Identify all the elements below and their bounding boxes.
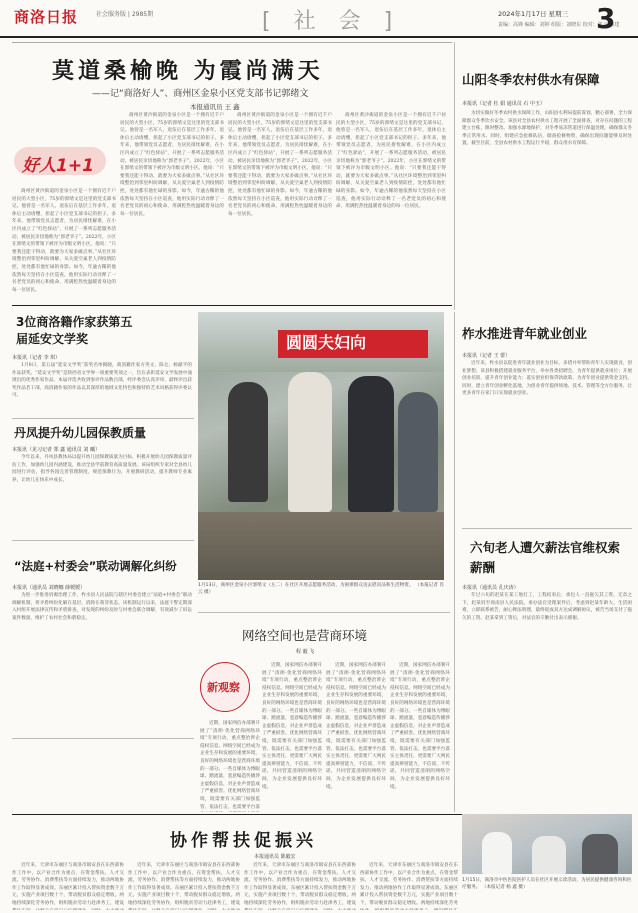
masthead — [0, 0, 638, 38]
wage-arrears-headline: 六旬老人遭欠薪法官维权索薪酬 — [470, 540, 621, 575]
water-supply-text: 为切实做好冬季农村供水保障工作，山阳县水利局提前谋划、精心部署，全力保障群众冬季饮水安全。该县对全县农村供水工程开展了全面排查，对存在问题的工程建立台账，限时整改。加强水源地保护，对冬季易冻管道进行保温处理，确保群众冬季正常用水。同时，组建应急抢修队伍，储备抢修物资，确保出现问题能够及时处置。截至目前，全县农村供水工程运行平稳，群众用水有保障。 — [462, 111, 632, 147]
new-observation-badge — [200, 662, 250, 712]
badge-text: 新观察 — [207, 681, 240, 694]
feature-body-col4 — [336, 112, 446, 302]
feature-body-text: 商州区黄沙街道的金泉小区是一个拥有近千户居民的大型小区，75岁的郭绪文是这里的党支部书记。他曾是一名军人，退伍后在基层工作多年，退休后主动请缨，担起了小区党支部书记的担子。多年来，他带领党员志愿者，为居民排忧解难，在小区内成立了“红色驿站”，开展了一系列志愿服务活动，被居民亲切地称为“郭老爷子”。2022年，小区在郭绪文的带领下被评为市级文明小区。他说：“只要我还能干得动，就要为大家多做点事。”从社区环境整治到邻里纠纷调解，从关爱空巢老人到疫情防控，处处都有他忙碌的身影。如今，年逾古稀的他依然每天坚持在小区巡查，他用实际行动诠释了一名老党员的初心和使命，用满腔热忱温暖着身边的每一位居民。 — [120, 113, 224, 217]
writers-award-byline: 本报讯（记者 李 琪） — [12, 355, 61, 361]
person-figure — [398, 392, 438, 512]
photo-ground — [198, 512, 444, 580]
divider — [12, 738, 194, 812]
main-photo — [198, 312, 444, 580]
good-people-logo-text: 好人1+1 — [22, 156, 94, 176]
youth-employment-body — [462, 360, 632, 488]
good-people-logo — [14, 143, 114, 181]
collaboration-headline: 协作帮扶促振兴 — [170, 831, 317, 851]
person-figure — [582, 834, 618, 874]
feature-byline: 本报通讯员 王 鑫 — [190, 103, 240, 111]
collaboration-text: 近年来，天津市东丽区与商洛市镇安县在东西部协作工作中，以产业合作为重点，在资金帮扶、人才交流、劳务协作、消费帮扶等方面持续发力，推动两地协作工作取得显著成效。东丽区累计投入帮扶资金数千万元，实施产业项目数十个，带动脱贫群众稳定增收。两地持续深化劳务 — [360, 863, 458, 906]
court-mediation-body — [12, 592, 192, 736]
caption-text: 1月15日，商洛市中医医院医护人员在社区开展义诊活动，为居民提供健康咨询和医疗服务。 — [462, 878, 632, 890]
section-title: [ 社 会 ] — [262, 9, 401, 34]
photo-credit: （本报记者 肖 云 摄） — [198, 583, 444, 595]
water-supply-body — [462, 110, 632, 222]
column-divider — [454, 312, 455, 812]
feature-body-text: 商州区黄沙街道的金泉小区是一个拥有近千户居民的大型小区，75岁的郭绪文是这里的党支部书记。他曾是一名军人，退伍后在基层工作多年，退休后主动请缨，担起了小区党支部书记的担子。多年来，他带领党员志愿者，为居民排忧解难，在小区内成立了“红色驿站”，开展了一系列志愿服务活动，被居民亲切地称为“郭老爷子”。2022年，小区在郭绪文的带领下被评为市级文明小区。他说：“只要我还能干得动，就要为大家多做点事。”从社区环境整治到邻里纠纷调解，从关爱空巢老人到疫情防控，处处都有他忙碌的身影。如今，年逾古稀的他依然每天坚持在小区巡查，他用实际行动诠释了一名老党员的初心和使命，用满腔热忱温暖着身边的每一位居民。 — [336, 113, 446, 210]
kindergarten-headline: 丹凤提升幼儿园保教质量 — [14, 426, 147, 440]
commentary-text: 近期，国家网信办部署开展了“清朗·优化营商网络环境”专项行动，重点整治涉企侵权信息。网络空间已经成为企业生存和发展的重要环境，良好的网络环境也是营商环境的一部分。一些自媒体为博眼球、蹭流量，恶意编造传播涉企虚假信息，对企业声誉造成了严重损害。优化网络营商环境，既需要有关部门加强监管、依法打击，也需要平台落实主体责任，更需要广大网民提高辨别能力，不信谣、不传谣，共同营造清朗的网络空间，为企业发展提供良好环境。 — [390, 663, 450, 790]
person-figure — [228, 382, 268, 502]
red-banner: 圆圆夫妇向 — [278, 330, 428, 358]
feature-body-text: 商州区黄沙街道的金泉小区是一个拥有近千户居民的大型小区，75岁的郭绪文是这里的党支部书记。他曾是一名军人，退伍后在基层工作多年，退休后主动请缨，担起了小区党支部书记的担子。多年来，他带领党员志愿者，为居民排忧解难，在小区内成立了“红色驿站”，开展了一系列志愿服务活动，被居民亲切地称为“郭老爷子”。2022年，小区在郭绪文的带领下被评为市级文明小区。他说：“只要我还能干得动，就要为大家多做点事。”从社区环境整治到邻里纠纷调解，从关爱空巢老人到疫情防控，处处都有他忙碌的身影。如今，年逾古稀的他依然每天坚持在小区巡查，他用实际行动诠释了一名老党员的初心和使命，用满腔热忱温暖着身边的每一位居民。 — [228, 113, 332, 217]
feature-body-text: 商州区黄沙街道的金泉小区是一个拥有近千户居民的大型小区，75岁的郭绪文是这里的党支部书记。他曾是一名军人，退伍后在基层工作多年，退休后主动请缨，担起了小区党支部书记的担子。多年来，他带领党员志愿者，为居民排忧解难，在小区内成立了“红色驿站”，开展了一系列志愿服务活动，被居民亲切地称为“郭老爷子”。2022年，小区在郭绪文的带领下被评为市级文明小区。他说：“只要我还能干得动，就要为大家多做点事。”从社区环境整治到邻里纠纷调解，从关爱空巢老人到疫情防控，处处都有他忙碌的身影。如今，年逾古稀的他依然每天坚持在小区巡查，他用实际行动诠释了一名老党员的初心和使命，用满腔热忱温暖着身边的每一位居民。 — [12, 189, 116, 293]
youth-employment-text: 近年来，柞水县以促进青年就业创业为目标，多措并举帮助青年人实现就业、创业梦想。该县积极搭建就业服务平台，举办各类招聘会，为青年提供就业岗位；开展创业培训，提升青年创业能力；落实创业担保贷款政策，为青年创业提供资金支持。同时，建立青年创业孵化基地，为创业青年提供场地、技术、管理等全方位服务，让更多青年在家门口实现就业创业。 — [462, 361, 632, 397]
collaboration-text: 近年来，天津市东丽区与商洛市镇安县在东西部协作工作中，以产业合作为重点，在资金帮扶、人才交流、劳务协作、消费帮扶等方面持续发力，推动两地协作工作取得显著成效。东丽区累计投入帮扶资金数千万元，实施产业项目数十个，带动脱贫群众稳定增收。两地持续深化劳务协作，组织脱贫劳动力赴津务工，建设 — [244, 863, 356, 906]
wage-arrears-text: 年过六旬的赵某在某工地打工，工程结束后，承包人一直拖欠其工资。无奈之下，赵某诉至商南县人民法院。承办法官受理案件后，考虑到赵某年龄大、生活困难，立即联系被告，耐心释法明理，最终促成双方达成调解协议，被告当场支付了拖欠的工资。赵某拿到工资后，对法官的辛勤付出表示感谢。 — [462, 593, 632, 621]
water-supply-byline: 本报讯（记者 杜 娟 通讯员 石 中玉） — [462, 101, 545, 107]
clinic-photo-caption — [462, 877, 632, 891]
commentary-body-col3 — [326, 662, 386, 812]
newspaper-logo: 商洛日报 — [14, 8, 79, 26]
clinic-photo — [462, 814, 632, 874]
writers-award-text: 1月8日，第五届“延安文学奖”获奖名单揭晓，商洛籍作家方英文、陈仓、杨献平的作品获奖。“延安文学奖”是陕西省文学界一项重要奖项之一，旨在表彰延安文学发展中涌现出的优秀作家作品。本届评选共收到参评作品数百部，经评委会认真评审，最终评出获奖作品若干部，商洛籍作家的作品以其深厚的地域文化特色和独特的艺术风格获得评委认可。 — [12, 363, 192, 399]
editors-line: 责编：高锋 编辑：刘婷 组版：刘晓东 校对：张言 石建 — [498, 22, 620, 28]
divider — [462, 528, 632, 529]
wage-arrears-body — [462, 592, 632, 812]
collaboration-body-col2 — [128, 862, 240, 910]
main-photo-caption — [198, 582, 444, 596]
court-mediation-text: 为进一步推进诉源治理工作，柞水县人民法院与辖区村委会建立“法庭+村委会”联动调解机制，将矛盾纠纷化解在基层、消除在萌芽状态。该机制运行以来，法庭干警定期深入村组开展法律宣传和矛盾排查，对发现的纠纷及时与村委会联合调解，有效减少了诉讼案件数量，维护了农村社会和谐稳定。 — [12, 593, 192, 621]
feature-body-col1 — [12, 188, 116, 300]
person-figure — [482, 832, 512, 874]
writers-award-headline: 3位商洛籍作家获第五届延安文学奖 — [16, 315, 133, 346]
page-number: 3 — [596, 2, 616, 35]
person-figure — [288, 372, 332, 512]
court-mediation-byline: 本报讯（通讯员 刘晓娜 薛媛媛） — [12, 585, 86, 591]
divider — [12, 42, 452, 43]
commentary-text: 近期，国家网信办部署开展了“清朗·优化营商网络环境”专项行动，重点整治涉企侵权信息。网络空间已经成为企业生存和发展的重要环境，良好的网络环境也是营商环境的一部分。一些自媒体为博眼球、蹭流量，恶意编造传播涉企虚假信息，对企业声誉造成了严重损害。优化网络营商环境，既需要有关部门加强监管、依法打击，也需要平台落 — [200, 721, 260, 810]
logo-subtitle: 社会服务版 | 2985期 — [96, 11, 154, 18]
kindergarten-body — [12, 454, 192, 538]
commentary-text: 近期，国家网信办部署开展了“清朗·优化营商网络环境”专项行动，重点整治涉企侵权信息。网络空间已经成为企业生存和发展的重要环境，良好的网络环境也是营商环境的一部分。一些自媒体为博眼球、蹭流量，恶意编造传播涉企虚假信息，对企业声誉造成了严重损害。优化网络营商环境，既需要有关部门加强监管、依法打击，也需要平台落实主体责任，更需要广大网民提高辨别能力，不信谣、不传谣，共同营造清朗的网络空间，为企业发展提供良好环境。 — [262, 663, 322, 790]
wage-arrears-byline: 本报讯（通讯员 孔庆涛） — [462, 585, 519, 591]
issue-date: 2024年1月17日 星期三 — [498, 10, 569, 18]
commentary-text: 近期，国家网信办部署开展了“清朗·优化营商网络环境”专项行动，重点整治涉企侵权信息。网络空间已经成为企业生存和发展的重要环境，良好的网络环境也是营商环境的一部分。一些自媒体为博眼球、蹭流量，恶意编造传播涉企虚假信息，对企业声誉造成了严重损害。优化网络营商环境，既需要有关部门加强监管、依法打击，也需要平台落实主体责任，更需要广大网民提高辨别能力，不信谣、不传谣，共同营造清朗的网络空间，为企业发展提供良好环境。 — [326, 663, 386, 790]
feature-body-col3 — [228, 112, 332, 302]
divider — [12, 540, 194, 541]
kindergarten-text: 今年以来，丹凤县教体局以提升幼儿园保教质量为目标，积极开展幼儿园保教质量评估工作，加强幼儿园内涵建设，推动全县学前教育高质量发展。该局组织专家对全县幼儿园进行评估，指导各园完善管理制度，规范保教行为，开展教研活动，提升教师专业素养，让幼儿在快乐中成长。 — [12, 455, 192, 483]
feature-subheadline: ——记“商洛好人”、商州区金泉小区党支部书记郭绪文 — [92, 89, 309, 99]
collaboration-text: 近年来，天津市东丽区与商洛市镇安县在东西部协作工作中，以产业合作为重点，在资金帮扶、人才交流、劳务协作、消费帮扶等方面持续发力，推动两地协作工作取得显著成效。东丽区累计投入帮扶资金数千万元，实施产业项目数十个，带动脱贫群众稳定增收。两地持续深化劳务协作，组织脱贫劳动力赴津务工，建设 — [128, 863, 240, 906]
divider — [12, 305, 452, 306]
collaboration-text: 近年来，天津市东丽区与商洛市镇安县在东西部协作工作中，以产业合作为重点，在资金帮扶、人才交流、劳务协作、消费帮扶等方面持续发力，推动两地协作工作取得显著成效。东丽区累计投入帮扶资金数千万元，实施产业项目数十个，带动脱贫群众稳定增收。两地持续深化劳务协作，组织脱贫劳动力赴津务工，建设 — [12, 863, 124, 906]
divider — [198, 612, 450, 613]
feature-body-col2 — [120, 112, 224, 302]
writers-award-body — [12, 362, 192, 414]
caption-text: 1月13日，商州区金泉小区郭绪文（左二）在社区开展志愿服务活动，为困难群众送去慰问品和生活物资。 — [198, 583, 414, 588]
photo-credit: （本报记者 杨 鑫 摄） — [481, 885, 528, 890]
court-mediation-headline: “法庭+村委会”联动调解化纠纷 — [14, 559, 177, 573]
youth-employment-headline: 柞水推进青年就业创业 — [462, 326, 588, 341]
commentary-author: 程 毅 飞 — [296, 649, 315, 655]
commentary-headline: 网络空间也是营商环境 — [242, 628, 368, 643]
commentary-body-col1 — [200, 720, 260, 812]
commentary-body-col2 — [262, 662, 322, 812]
column-divider — [454, 42, 455, 310]
divider — [12, 418, 194, 419]
collaboration-body-col3 — [244, 862, 356, 910]
feature-headline: 莫道桑榆晚 为霞尚满天 — [52, 58, 324, 84]
collaboration-body-col4 — [360, 862, 458, 910]
collaboration-byline: 本报通讯员 陈毅宏 — [254, 854, 296, 860]
person-figure — [348, 376, 394, 512]
collaboration-body-col1 — [12, 862, 124, 910]
person-figure — [532, 836, 566, 874]
youth-employment-byline: 本报讯（记者 王 蕾） — [462, 353, 511, 359]
kindergarten-byline: 本报讯（见习记者 郑 鑫 通讯员 刘 曦） — [12, 447, 100, 453]
commentary-body-col4 — [390, 662, 450, 812]
water-supply-headline: 山阳冬季农村供水有保障 — [462, 72, 600, 87]
